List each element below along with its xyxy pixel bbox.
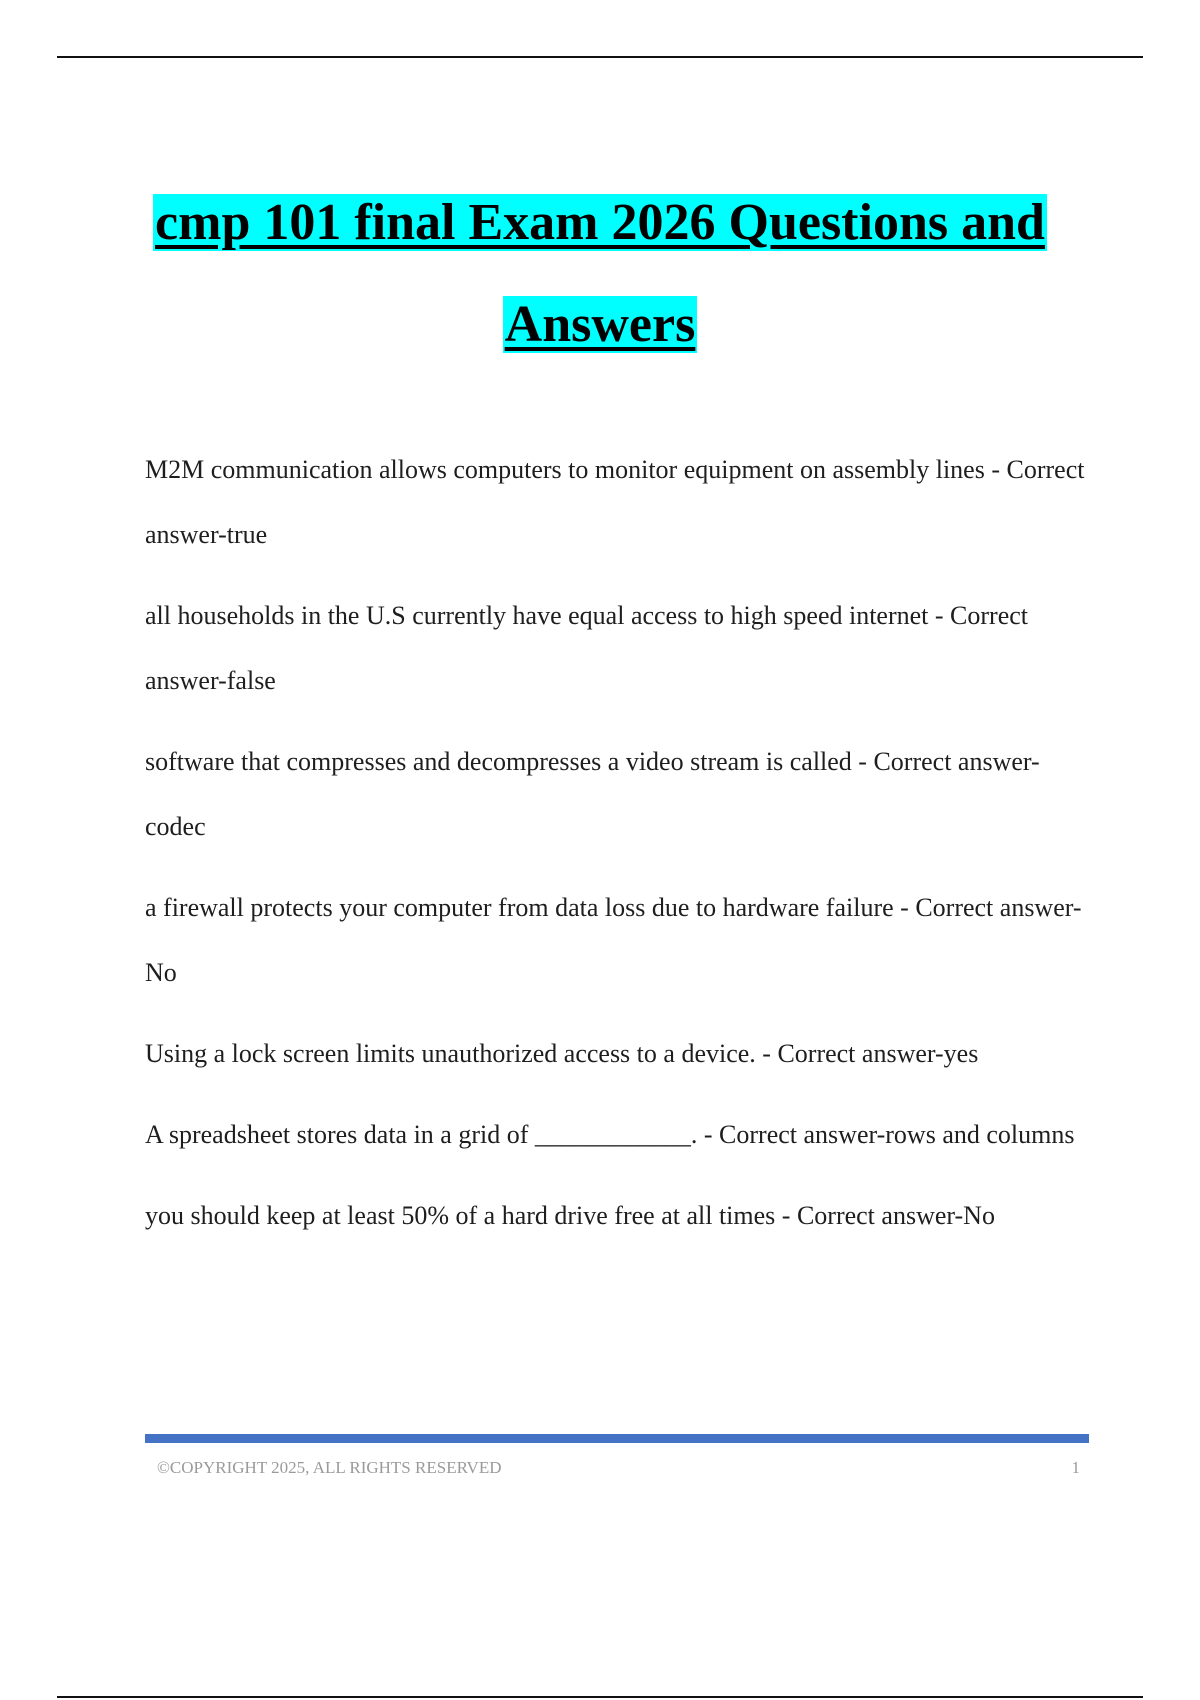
qa-item: Using a lock screen limits unauthorized access to a device. - Correct answer-yes — [145, 1039, 979, 1068]
question-answer-list — [145, 437, 1085, 1264]
footer-bar — [145, 1434, 1089, 1443]
qa-item: software that compresses and decompresses a video stream is called - Correct answer-codec — [145, 747, 1040, 841]
top-rule — [57, 56, 1143, 58]
title-line-2 — [100, 280, 1100, 382]
page-number: 1 — [1071, 1458, 1080, 1477]
qa-item: all households in the U.S currently have equal access to high speed internet - Correct answer-false — [145, 601, 1029, 695]
bottom-rule — [57, 1696, 1143, 1698]
footer-copyright: ©COPYRIGHT 2025, ALL RIGHTS RESERVED — [157, 1458, 502, 1477]
qa-item: a firewall protects your computer from data loss due to hardware failure - Correct answer-No — [145, 893, 1082, 987]
title-line-1 — [100, 178, 1100, 280]
title-text-2: Answers — [504, 296, 696, 353]
qa-item: A spreadsheet stores data in a grid of ____________. - Correct answer-rows and columns — [145, 1120, 1075, 1149]
document-title — [100, 178, 1100, 382]
title-text-1: cmp 101 final Exam 2026 Questions and — [155, 194, 1045, 251]
qa-item: you should keep at least 50% of a hard drive free at all times - Correct answer-No — [145, 1201, 995, 1230]
qa-item: M2M communication allows computers to monitor equipment on assembly lines - Correct answer-true — [145, 455, 1085, 549]
